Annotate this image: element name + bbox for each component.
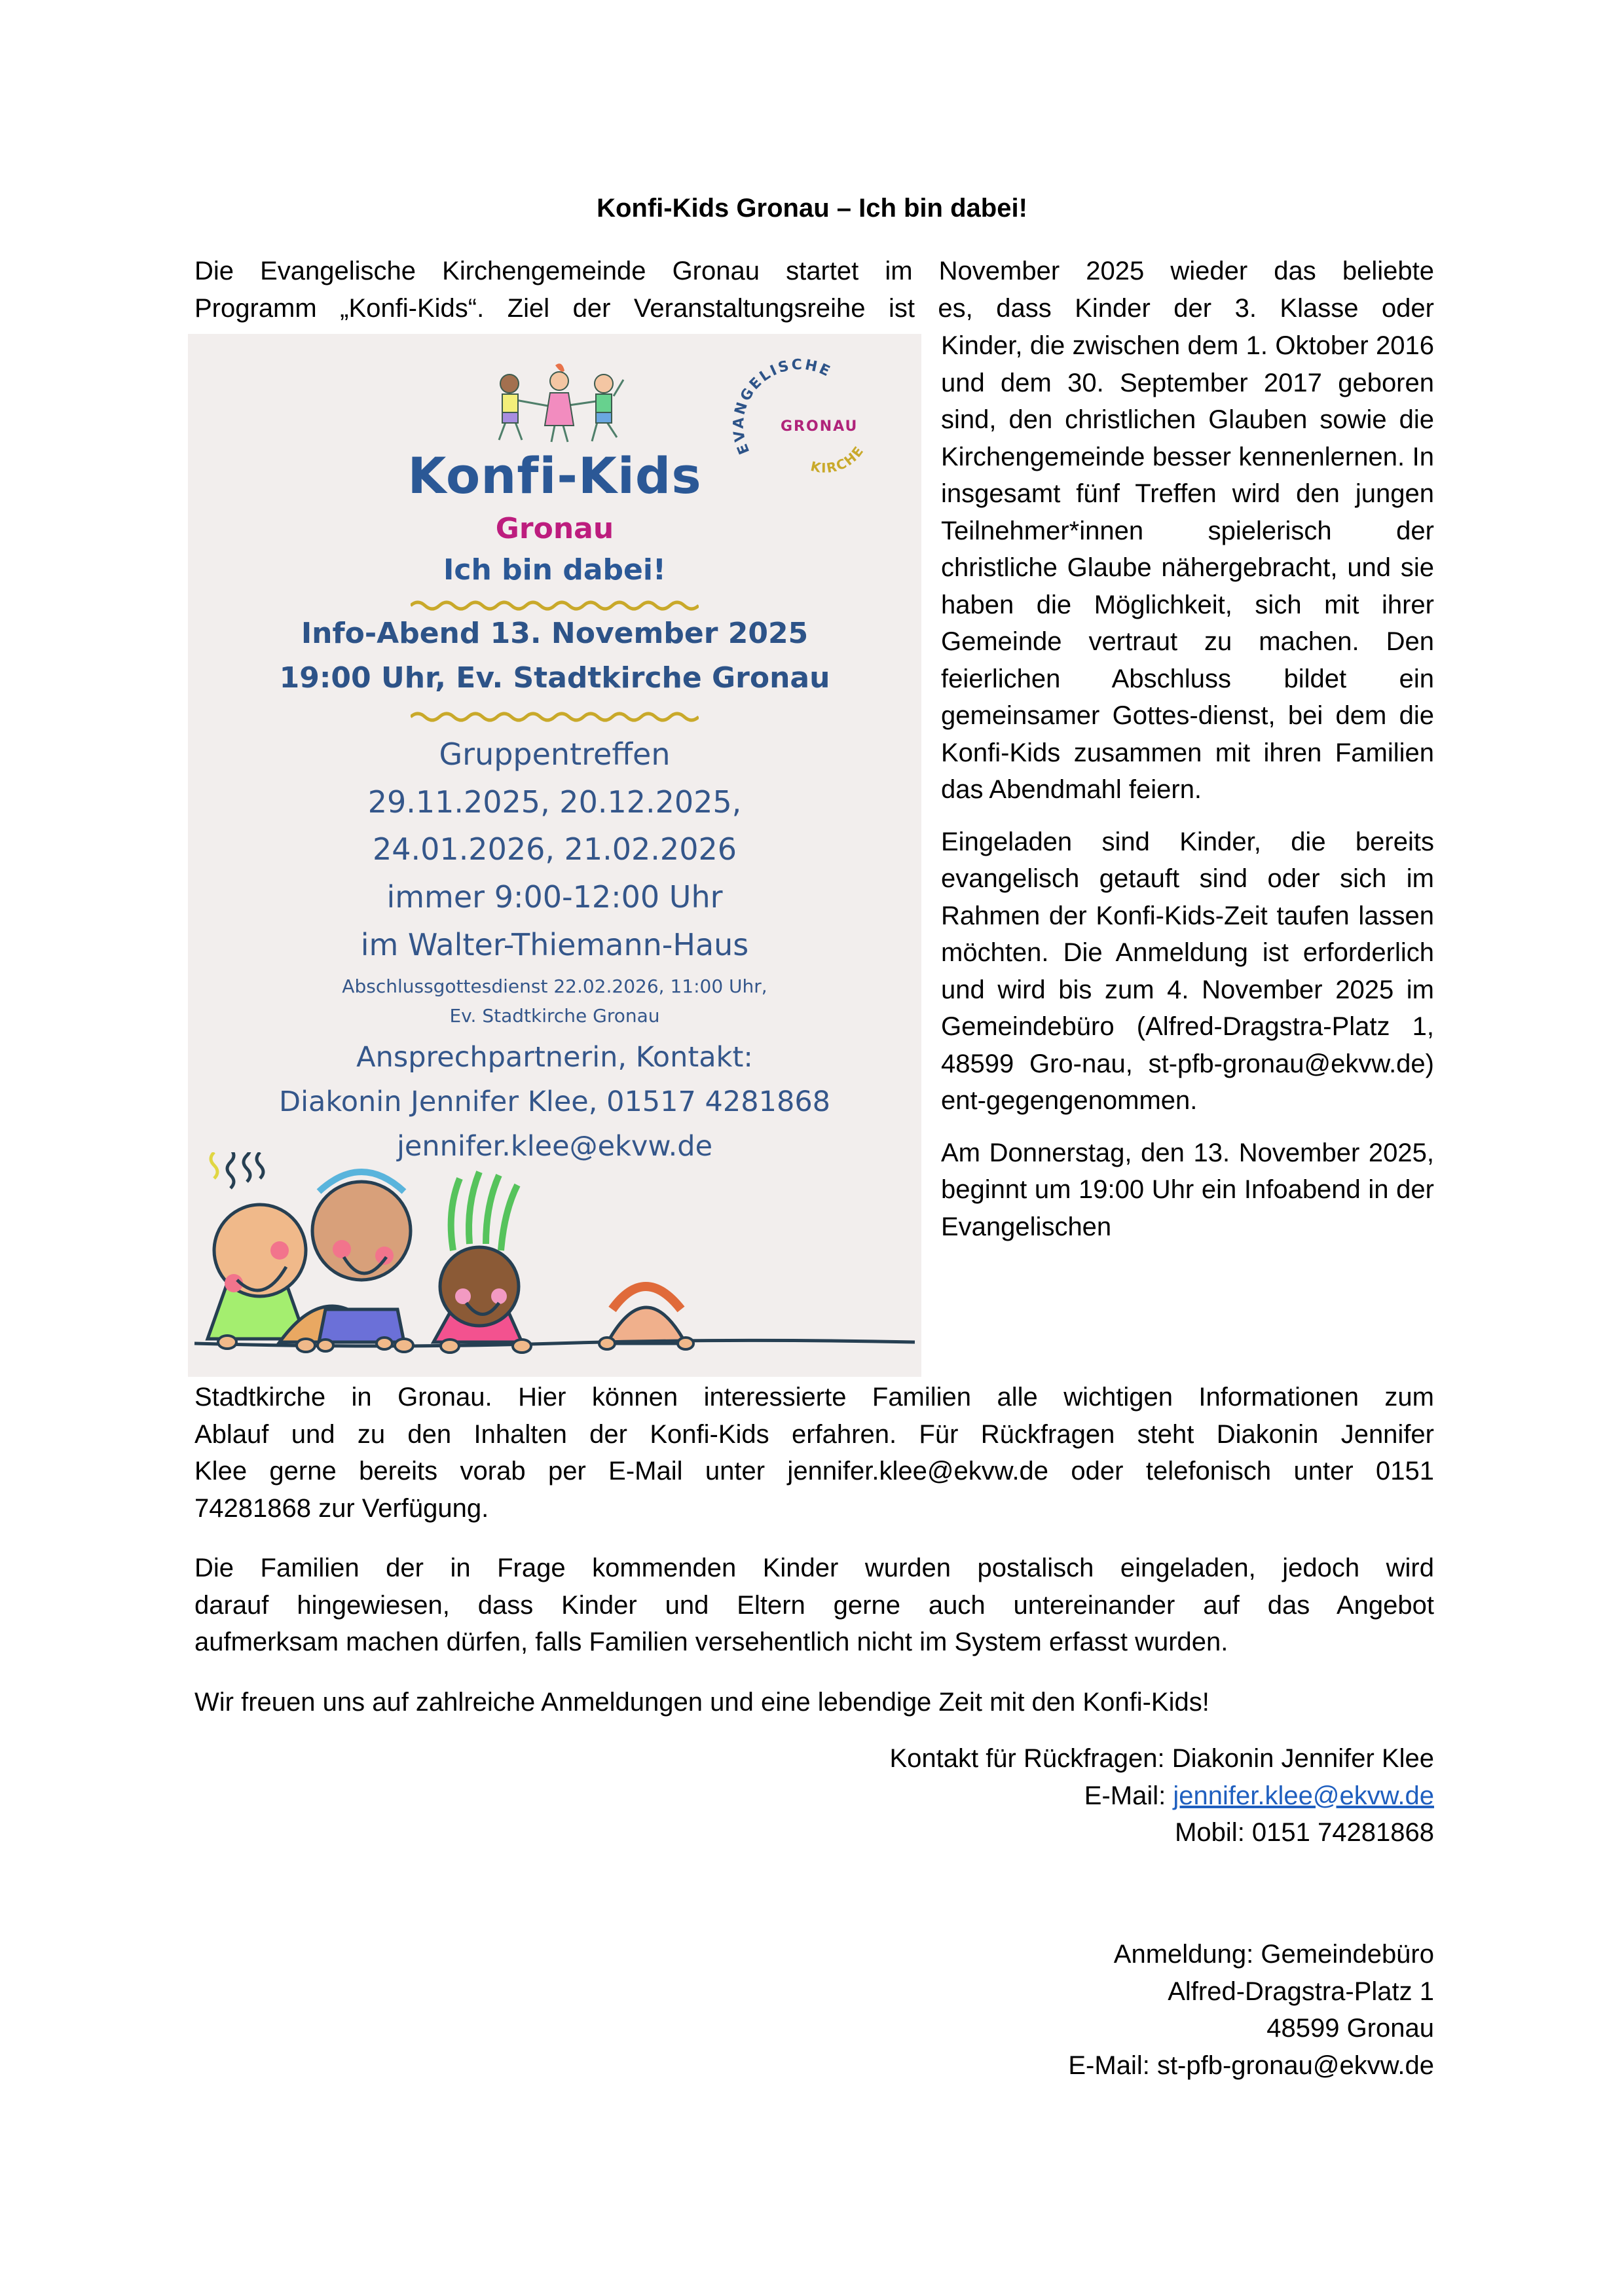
intro-line: Programm „Konfi-Kids“. Ziel der Veranstaltungsreihe ist es, dass Kinder der 3. Klasse oder [194,293,1434,323]
flyer-closing-service: Abschlussgottesdienst 22.02.2026, 11:00 Uhr, [342,975,767,997]
text-line: Klee gerne bereits vorab per E-Mail unter jennifer.klee@ekvw.de oder telefonisch unter 0151 [194,1457,1434,1485]
konfi-kids-flyer-image [188,334,921,1377]
contact-email-link[interactable]: jennifer.klee@ekvw.de [1173,1781,1434,1810]
flyer-time: immer 9:00-12:00 Uhr [386,879,723,915]
flyer-dates-line: 29.11.2025, 20.12.2025, [367,784,742,820]
flyer-dates-line: 24.01.2026, 21.02.2026 [373,831,737,867]
svg-text:EVANGELISCHE [731,357,834,456]
paragraph-info-evening-start: Am Donnerstag, den 13. November 2025, beginnt um 19:00 Uhr ein Infoabend in der Evangelischen [941,1138,1434,1241]
flyer-info-time-place: 19:00 Uhr, Ev. Stadtkirche Gronau [279,661,830,695]
flyer-subtitle: Gronau [495,512,614,545]
text-line: aufmerksam machen dürfen, falls Familien versehentlich nicht im System erfasst wurden. [194,1628,1228,1656]
registration-street: Alfred-Dragstra-Platz 1 [1168,1977,1434,2006]
right-column-text [941,327,1434,1245]
text-line: Stadtkirche in Gronau. Hier können interessierte Familien alle wichtigen Informationen zum [194,1383,1434,1412]
paragraph-families [194,1550,1434,1661]
contact-mobile: Mobil: 0151 74281868 [1175,1818,1434,1847]
intro-paragraph [194,253,1434,327]
text-line: darauf hingewiesen, dass Kinder und Eltern gerne auch untereinander auf das Angebot [194,1590,1434,1620]
flyer-title: Konfi-Kids [407,446,702,505]
paragraph-registration: Eingeladen sind Kinder, die bereits evangelisch getauft sind oder sich im Rahmen der Konfi-Kids-Zeit taufen lassen möchten. Die Anmeldung ist erforderlich und wird bis zum 4. November 2025 im Gemeindebüro (Alfred-Dragstra-Platz 1, 48599 Gro-nau, st-pfb-gronau@ekvw.de) ent-gegengenommen. [941,827,1434,1115]
flyer-slogan: Ich bin dabei! [443,553,666,587]
registration-city: 48599 Gronau [1266,2014,1434,2043]
paragraph-closing: Wir freuen uns auf zahlreiche Anmeldungen und eine lebendige Zeit mit den Konfi-Kids! [194,1688,1209,1717]
paragraph-program-description: Kinder, die zwischen dem 1. Oktober 2016 und dem 30. September 2017 geboren sind, den christlichen Glauben sowie die Kirchengemeinde besser kennenlernen. In insgesamt fünf Treffen wird den jungen Teilnehmer*innen spielerisch der christliche Glaube nähergebracht, und sie haben die Möglichkeit, sich mit ihrer Gemeinde vertraut zu machen. Den feierlichen Abschluss bildet ein gemeinsamer Gottes-dienst, bei dem die Konfi-Kids zusammen mit ihren Familien das Abendmahl feiern. [941,331,1434,804]
contact-name: Kontakt für Rückfragen: Diakonin Jennifer Klee [889,1744,1434,1773]
holding-hands-kids-illustration [486,360,643,445]
text-line: Die Familien der in Frage kommenden Kinder wurden postalisch eingeladen, jedoch wird [194,1554,1434,1582]
contact-email-label: E-Mail: [1084,1781,1173,1810]
registration-office: Anmeldung: Gemeindebüro [1113,1940,1434,1969]
text-line: Ablauf und zu den Inhalten der Konfi-Kids erfahren. Für Rückfragen steht Diakonin Jennifer [194,1419,1434,1449]
contact-block [889,1740,1434,1851]
contact-email-line [889,1777,1434,1815]
text-line: 74281868 zur Verfügung. [194,1493,489,1523]
paragraph-info-evening-continued [194,1379,1434,1527]
flyer-closing-service-location: Ev. Stadtkirche Gronau [449,1005,660,1027]
flyer-contact-email: jennifer.klee@ekvw.de [396,1130,713,1163]
wavy-divider-icon [411,599,699,612]
logo-text-kirche: KIRCHE [809,442,868,477]
registration-block [1068,1936,1434,2084]
logo-text-evangelische: EVANGELISCHE [731,356,834,457]
flyer-location: im Walter-Thiemann-Haus [360,927,749,962]
logo-text-gronau: GRONAU [781,418,858,435]
wavy-divider-icon [411,710,699,723]
document-title: Konfi-Kids Gronau – Ich bin dabei! [597,194,1027,223]
registration-email: E-Mail: st-pfb-gronau@ekvw.de [1068,2050,1434,2080]
flyer-group-heading: Gruppentreffen [439,737,671,772]
intro-line: Die Evangelische Kirchengemeinde Gronau startet im November 2025 wieder das beliebte [194,257,1434,285]
flyer-contact-heading: Ansprechpartnerin, Kontakt: [356,1041,753,1074]
flyer-contact-person: Diakonin Jennifer Klee, 01517 4281868 [278,1085,831,1118]
peeking-kids-illustration [188,1152,921,1368]
flyer-info-evening: Info-Abend 13. November 2025 [301,617,809,650]
